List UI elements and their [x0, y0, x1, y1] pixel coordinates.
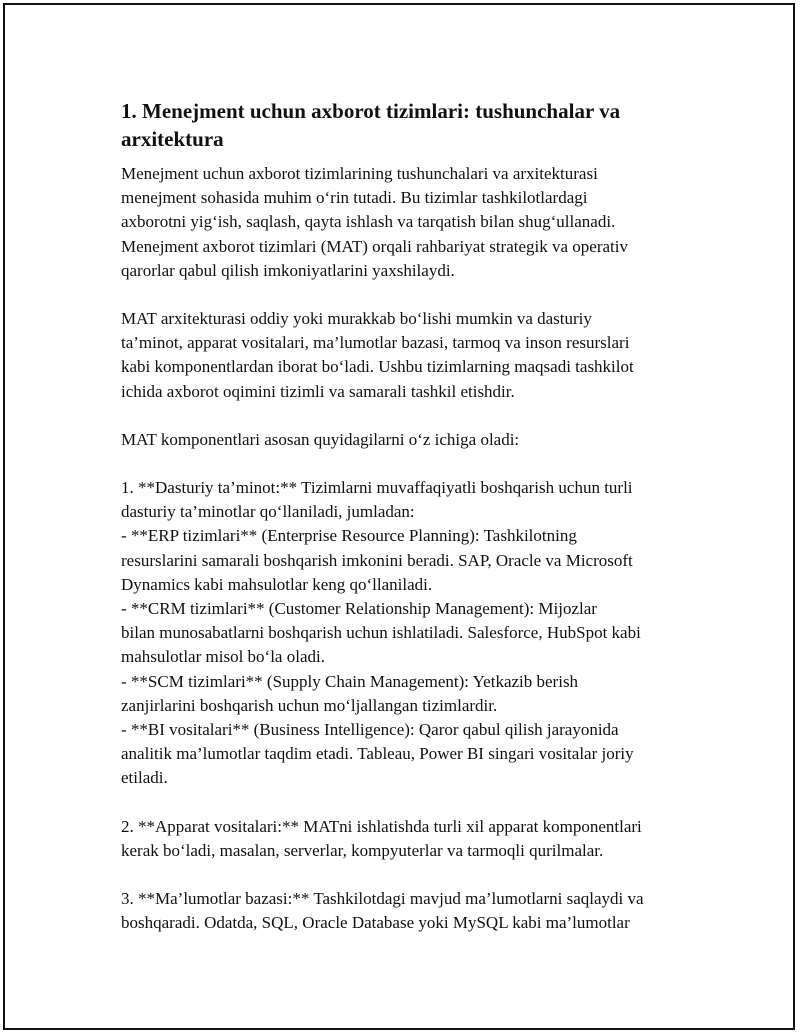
list-item-database: 3. **Ma’lumotlar bazasi:** Tashkilotdagi mavjud ma’lumotlarni saqlaydi va boshqaradi. Odatda, SQL, Oracle Database yoki MySQL kabi ma’lumotlar [121, 889, 644, 933]
list-item-software: 1. **Dasturiy ta’minot:** Tizimlarni muvaffaqiyatli boshqarish uchun turli dasturiy ta’minotlar qo‘llaniladi, jumladan: - **ERP tizimlari** (Enterprise Resource Planning): Tashkilotning resurslarini samarali boshqarish imkonini beradi. SAP, Oracle va Microsoft Dynamics kabi mahsulotlar keng qo‘llaniladi. - **CRM tizimlari** (Customer Relationship Management): Mijozlar bilan munosabatlarni boshqarish uchun ishlatiladi. Salesforce, HubSpot kabi mahsulotlar misol bo‘la oladi. - **SCM tizimlari** (Supply Chain Management): Yetkazib berish zanjirlarini boshqarish uchun mo‘ljallangan tizimlardir. - **BI vositalari** (Business Intelligence): Qaror qabul qilish jarayonida analitik ma’lumotlar taqdim etadi. Tableau, Power BI singari vositalar joriy etiladi. [121, 478, 641, 788]
document-page [3, 3, 795, 1030]
paragraph-gap [121, 283, 701, 307]
list-item-hardware: 2. **Apparat vositalari:** MATni ishlatishda turli xil apparat komponentlari kerak bo‘ladi, masalan, serverlar, kompyuterlar va tarmoqli qurilmalar. [121, 816, 642, 860]
paragraph-gap [121, 452, 701, 476]
document-body [121, 97, 701, 935]
paragraph-gap [121, 863, 701, 887]
section-title: 1. Menejment uchun axborot tizimlari: tushunchalar va arxitektura [121, 99, 621, 151]
paragraph-gap [121, 404, 701, 428]
paragraph-intro: Menejment uchun axborot tizimlarining tushunchalari va arxitekturasi menejment sohasida muhim o‘rin tutadi. Bu tizimlar tashkilotlardagi axborotni yig‘ish, saqlash, qayta ishlash va tarqatish bilan shug‘ullanadi. Menejment axborot tizimlari (MAT) orqali rahbariyat strategik va operativ qarorlar qabul qilish imkoniyatlarini yaxshilaydi. [121, 164, 628, 280]
paragraph-components-intro: MAT komponentlari asosan quyidagilarni o‘z ichiga oladi: [121, 429, 520, 449]
paragraph-gap [121, 791, 701, 815]
paragraph-architecture: MAT arxitekturasi oddiy yoki murakkab bo‘lishi mumkin va dasturiy ta’minot, apparat vositalari, ma’lumotlar bazasi, tarmoq va inson resurslari kabi komponentlardan iborat bo‘ladi. Ushbu tizimlarning maqsadi tashkilot ichida axborot oqimini tizimli va samarali tashkil etishdir. [121, 309, 634, 401]
